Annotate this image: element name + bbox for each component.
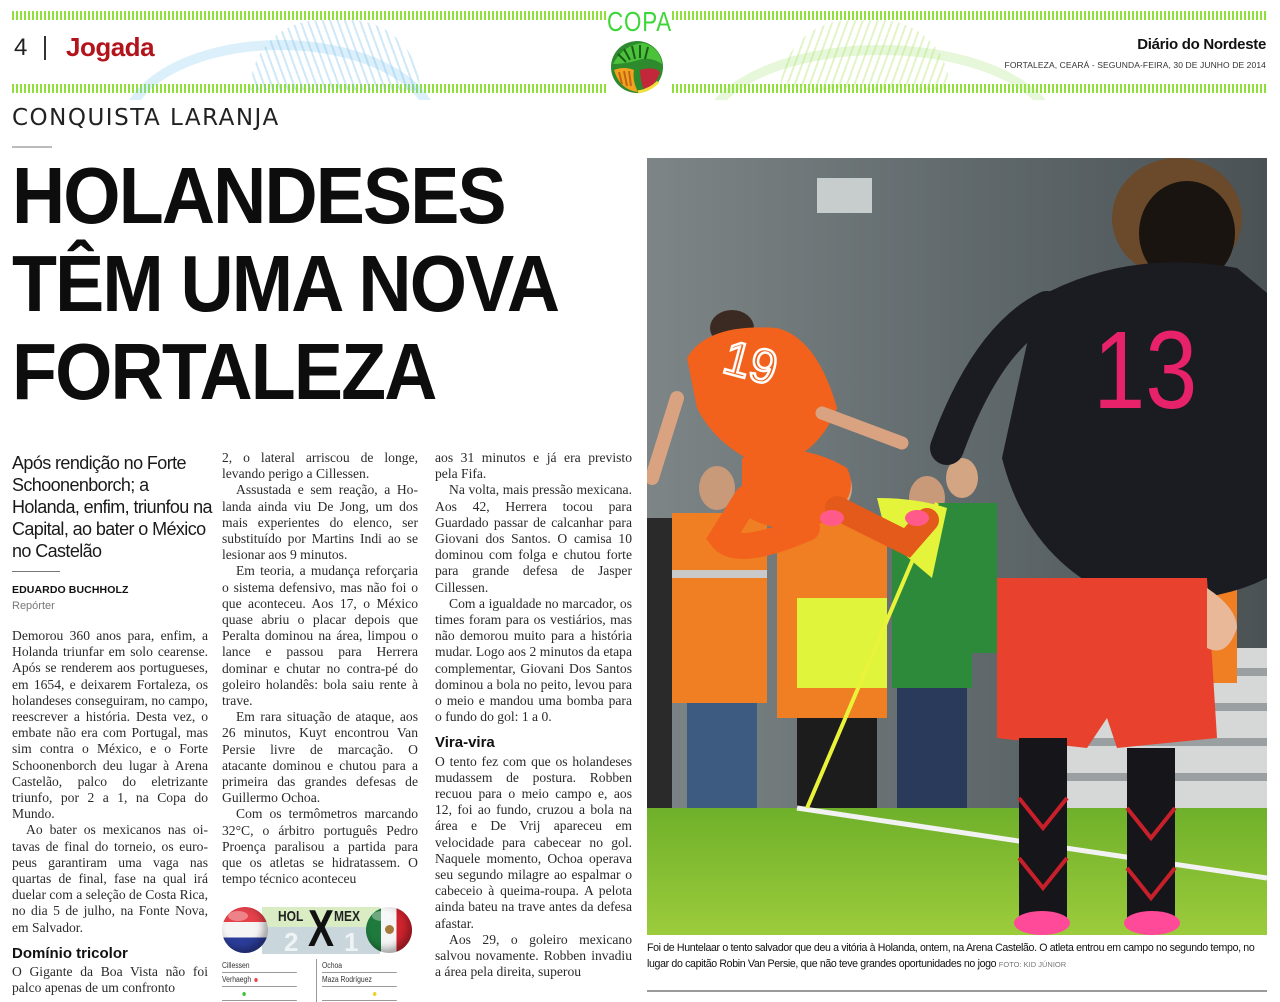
home-score: 2 — [284, 927, 299, 957]
kicker: CONQUISTA LARANJA — [12, 105, 280, 131]
newspaper-name: Diário do Nordeste — [1137, 36, 1266, 53]
article-photo — [647, 158, 1267, 935]
paragraph: Demorou 360 anos para, enfim, a Holanda triunfar em solo cearense. Após se renderem aos portugueses, em 1654, e deixarem Fortaleza, os holandeses conseguiram, no campo, reescrever a história. Desta vez, o embate não era com Portugal, mas sim contra o México, e o Forte Schoonenborch deu lugar à Arena Castelão, palco do eletrizante triunfo, por 2 a 1, na Copa do Mundo. — [12, 628, 208, 822]
deck-rule — [12, 571, 60, 572]
article-deck: Após rendição no Forte Schoonenborch; a Holanda, enfim, triunfou na Capital, ao bater o México no Castelão — [12, 453, 212, 561]
sub-dot-icon — [242, 992, 245, 996]
article-column-2 — [222, 450, 418, 902]
away-player: Maza Rodríguez — [322, 973, 397, 987]
home-team-code: HOL — [278, 908, 304, 925]
scoreboard — [222, 903, 418, 1002]
away-player-row-3 — [322, 987, 397, 1001]
page-number: 4 — [14, 34, 28, 61]
away-score: 1 — [344, 927, 359, 957]
card-dot-icon — [373, 992, 376, 996]
copa-logo-icon — [610, 40, 664, 94]
caption-text: Foi de Huntelaar o tento salvador que deu a vitória à Holanda, ontem, na Arena Castelão. O atleta entrou em campo no segundo tempo, no lugar do capitão Robin Van Persie, que não teve grandes oportunidades no jogo — [647, 942, 1255, 970]
photo-credit: FOTO: KID JÚNIOR — [998, 960, 1067, 969]
subhead-vira-vira: Vira-vira — [435, 734, 495, 752]
paragraph: Ao bater os mexicanos nas oitavas de final do torneio, os europeus garantiram uma vaga nas quartas de final, fase na qual irá duelar com a seleção de Costa Rica, no dia 5 de julho, na Fonte Nova, em Salvador. — [12, 822, 208, 935]
jersey-number-19: 19 — [717, 331, 784, 397]
paragraph: Em teoria, a mudança reforçaria o sistema defensivo, mas não foi o que aconteceu. Aos 17, o México quase abriu o placar depois que Peralta dominou na área, limpou o lance e passou para Herrera dominar e chutar no contra-pé do goleiro holandês: bola saiu rente à trave. — [222, 563, 418, 709]
dateline: FORTALEZA, CEARÁ - SEGUNDA-FEIRA, 30 DE JUNHO DE 2014 — [1004, 60, 1266, 70]
copa-logo-text: COPA — [607, 6, 673, 37]
netherlands-flag-icon — [222, 907, 268, 953]
subhead-dominio-tricolor: Domínio tricolor — [12, 944, 128, 962]
header-dot-border-top-left — [12, 11, 606, 20]
kicker-rule — [12, 146, 52, 148]
photo-illustration — [647, 158, 1267, 935]
paragraph: Aos 29, o goleiro mexicano salvou novamente. Robben invadiu a área pela direita, superou — [435, 931, 632, 980]
jersey-number-13: 13 — [1093, 308, 1198, 432]
photo-caption — [647, 940, 1267, 973]
byline-role: Repórter — [12, 600, 55, 612]
paragraph: Com os termômetros marcando 32°C, o árbitro português Pedro Proença paralisou a partida para que os atletas se hidratassem. O tempo técnico aconteceu — [222, 806, 418, 887]
headline — [12, 152, 632, 416]
home-lineup — [222, 959, 310, 1001]
section-title: Jogada — [66, 32, 155, 62]
headline-line-3: FORTALEZA — [12, 327, 436, 416]
away-player: Ochoa — [322, 959, 397, 973]
bottom-rule — [647, 990, 1267, 992]
headline-line-1: HOLANDESES — [12, 151, 505, 240]
lineup-divider — [316, 959, 317, 1002]
paragraph: Em rara situação de ataque, aos 26 minutos, Kuyt encontrou Van Persie livre de marcação. O atacante dominou e chutou para a primeira das grandes defesas de Guillermo Ochoa. — [222, 709, 418, 806]
home-player-row-3 — [222, 987, 297, 1001]
page-number-separator — [44, 36, 46, 60]
paragraph: 2, o lateral arriscou de longe, levando perigo a Cillessen. — [222, 450, 418, 482]
card-dot-icon — [255, 978, 258, 982]
byline-author: EDUARDO BUCHHOLZ — [12, 584, 129, 596]
paragraph: O Gigante da Boa Vista não foi palco apenas de um confronto — [12, 964, 208, 996]
away-team-code: MEX — [334, 908, 361, 925]
paragraph: Assustada e sem reação, a Holanda ainda viu De Jong, um dos mais experientes do elenco, ser substituído por Martins Indi ao se lesionar aos 9 minutos. — [222, 482, 418, 563]
paragraph: O tento fez com que os holandeses mudassem de postura. Robben recuou para o meio campo e, aos 12, foi ao fundo, cruzou a bola na área e De Vrij apareceu em velocidade para cabecear no gol. Naquele momento, Ochoa operava seu segundo milagre ao espalmar o cabeceio à queima-roupa. A pelota ainda bateu na trave antes da defesa afastar. — [435, 753, 632, 931]
article-column-3 — [435, 450, 632, 1002]
paragraph: Com a igualdade no marcador, os times foram para os vestiários, mas não demorou muito para a história mudar. Logo aos 2 minutos da etapa complementar, Giovani Dos Santos dominou a bola no peito, levou para o meio e mandou uma bomba para o fundo do gol: 1 a 0. — [435, 595, 632, 725]
wall-fixture — [817, 178, 872, 213]
home-player: Verhaegh — [222, 975, 252, 984]
page-header — [0, 0, 1280, 100]
mexico-flag-icon — [366, 907, 412, 953]
home-player: Cillessen — [222, 959, 297, 973]
versus-mark: X — [308, 903, 335, 958]
header-decor-arc-right — [700, 45, 1060, 100]
paragraph: aos 31 minutos e já era previsto pela Fifa. — [435, 450, 632, 482]
article-column-1 — [12, 628, 208, 1002]
headline-line-2: TÊM UMA NOVA — [12, 239, 559, 328]
paragraph: Na volta, mais pressão mexicana. Aos 42, Herrera tocou para Guardado passar de calcanhar para Giovani dos Santos. O camisa 10 dominou com folga e chutou forte para grande defesa de Jasper Cillessen. — [435, 482, 632, 595]
header-decor-rays-left — [250, 20, 420, 90]
away-lineup — [322, 959, 410, 1001]
header-dot-border-top-right — [672, 11, 1268, 20]
home-player-carded — [222, 973, 297, 987]
